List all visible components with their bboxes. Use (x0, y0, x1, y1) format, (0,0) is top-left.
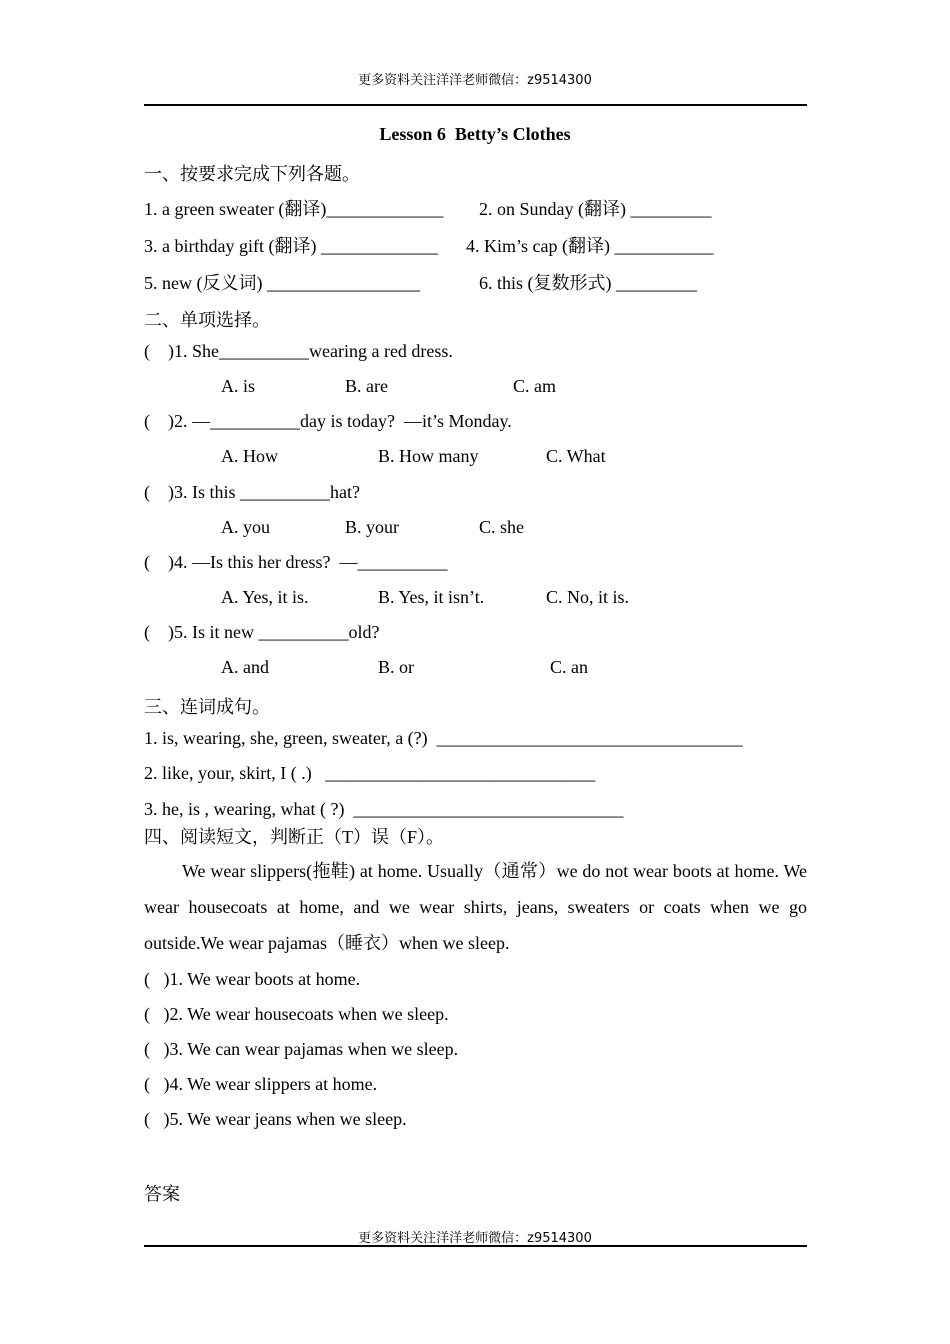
section1-heading: 一、按要求完成下列各题。 (144, 164, 360, 184)
mc-question-2: ( )2. —__________day is today? —it’s Monday. (144, 411, 512, 431)
footer-rule (144, 1245, 807, 1247)
page-header: 更多资料关注洋洋老师微信：z9514300 (358, 73, 592, 88)
section1-item-2: 2. on Sunday (翻译) _________ (479, 199, 712, 219)
tf-item-5: ( )5. We wear jeans when we sleep. (144, 1109, 407, 1129)
section1-item-1: 1. a green sweater (翻译)_____________ (144, 199, 444, 219)
tf-item-1: ( )1. We wear boots at home. (144, 969, 361, 989)
section3-heading: 三、连词成句。 (144, 697, 270, 717)
mc-option-3c: C. she (479, 517, 524, 537)
mc-option-2a: A. How (221, 446, 278, 466)
mc-question-5: ( )5. Is it new __________old? (144, 622, 380, 642)
mc-option-3b: B. your (345, 517, 399, 537)
mc-option-3a: A. you (221, 517, 270, 537)
mc-option-5c: C. an (550, 657, 588, 677)
mc-question-3: ( )3. Is this __________hat? (144, 482, 360, 502)
mc-option-4b: B. Yes, it isn’t. (378, 587, 485, 607)
header-rule (144, 104, 807, 106)
section2-heading: 二、单项选择。 (144, 310, 270, 330)
mc-option-1b: B. are (345, 376, 388, 396)
mc-option-2b: B. How many (378, 446, 479, 466)
sentence-item-2: 2. like, your, skirt, I ( .) ______________________________ (144, 763, 596, 783)
mc-option-4a: A. Yes, it is. (221, 587, 309, 607)
mc-question-1: ( )1. She__________wearing a red dress. (144, 341, 453, 361)
tf-item-3: ( )3. We can wear pajamas when we sleep. (144, 1039, 459, 1059)
page-title: Lesson 6 Betty’s Clothes (379, 124, 571, 144)
mc-option-5b: B. or (378, 657, 414, 677)
mc-option-4c: C. No, it is. (546, 587, 630, 607)
mc-option-2c: C. What (546, 446, 606, 466)
reading-passage: We wear slippers(拖鞋) at home. Usually（通常）we do not wear boots at home. We wear housecoats at home, and we wear shirts, jeans, sweaters or coats when we go outside.We wear pajamas（睡衣）when we sleep. (144, 861, 807, 953)
section1-item-5: 5. new (反义词) _________________ (144, 273, 420, 293)
section1-item-4: 4. Kim’s cap (翻译) ___________ (466, 236, 714, 256)
mc-option-5a: A. and (221, 657, 269, 677)
section1-item-3: 3. a birthday gift (翻译) _____________ (144, 236, 438, 256)
tf-item-2: ( )2. We wear housecoats when we sleep. (144, 1004, 449, 1024)
sentence-item-3: 3. he, is , wearing, what ( ?) ______________________________ (144, 799, 624, 819)
mc-option-1a: A. is (221, 376, 256, 396)
section1-item-6: 6. this (复数形式) _________ (479, 273, 697, 293)
page-footer: 更多资料关注洋洋老师微信：z9514300 (358, 1231, 592, 1246)
section4-heading: 四、阅读短文，判断正（T）误（F）。 (144, 827, 445, 847)
sentence-item-1: 1. is, wearing, she, green, sweater, a (?) __________________________________ (144, 728, 743, 748)
mc-option-1c: C. am (513, 376, 556, 396)
tf-item-4: ( )4. We wear slippers at home. (144, 1074, 378, 1094)
answers-label: 答案 (144, 1184, 180, 1204)
mc-question-4: ( )4. —Is this her dress? —__________ (144, 552, 448, 572)
